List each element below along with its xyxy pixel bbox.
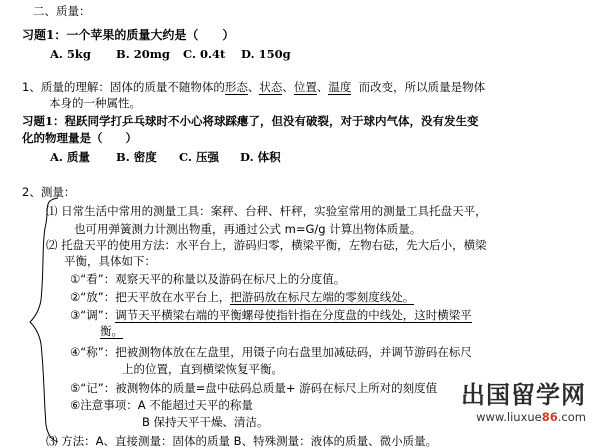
step-place [70,290,414,304]
option-c: C. 压强 [179,150,219,164]
step-notes-line1: ⑥注意事项：A 不能超过天平的称量 [70,398,253,412]
option-b: B. 密度 [116,150,157,164]
step-look: ①“看”：观察天平的称量以及游码在标尺上的分度值。 [70,272,346,286]
underlined-shape: 形态 [224,80,248,94]
option-a: A. 质量 [50,150,90,164]
step-record: ⑤“记”：被测物体的质量=盘中砝码总质量+ 游码在标尺上所对的刻度值 [70,381,438,395]
exercise-1-question: 习题1：一个苹果的质量大约是（ ） [22,28,235,42]
measure-item2-line2: 平衡，具体如下： [64,254,156,268]
step-weigh-line2: 上的位置，直到横梁恢复平衡。 [122,362,283,376]
step-adjust-c: 这时横梁平 [414,308,472,322]
exercise-2-line1: 习题1：程跃同学打乒乓球时不小心将球踩瘪了，但没有破裂，对于球内气体，没有发生变 [22,114,479,128]
measure-item3: ⑶ 方法：A、直接测量：固体的质量 B、特殊测量：液体的质量、微小质量。 [46,434,438,448]
exercise-2-line2: 化的物理量是（ ） [22,131,137,145]
option-b: B. 20mg [116,47,170,61]
step-place-b: 把游码放在标尺左端的零刻度线处。 [230,290,415,304]
section-heading-mass: 二、质量： [33,4,91,18]
measure-item1-line2: 也可用弹簧测力计测出物重，再通过公式 m=G/g 计算出物体质量。 [74,222,422,236]
measurement-heading: 2、测量： [22,185,76,199]
watermark-logo-text: 出国留学网 [461,381,586,409]
step-adjust [70,308,472,322]
option-d: D. 150g [241,47,291,61]
underlined-state: 状态 [259,80,283,94]
measure-item1-line1: ⑴ 日常生活中常用的测量工具：案秤、台秤、杆秤，实验室常用的测量工具托盘天平， [46,204,487,218]
understanding-prefix: 1、质量的理解： [22,80,110,94]
step-adjust-cont [100,324,123,338]
option-a: A. 5kg [50,47,91,61]
option-d: D. 体积 [240,150,281,164]
option-c: C. 0.4t [183,47,226,61]
step-weigh-line1: ④“称”：把被测物体放在左盘里，用镊子向右盘里加减砝码，并调节游码在标尺 [70,345,472,359]
measure-item2-line1: ⑵ 托盘天平的使用方法：水平台上，游码归零，横梁平衡，左物右砝，先大后小，横梁 [46,238,487,252]
understanding-desc-b: 而改变，所以质量是物体 [358,80,486,94]
watermark-url: www.liuxue86.com [476,410,586,424]
mass-understanding-line1: 1、质量的理解：固体的质量不随物体的形态、状态、位置、温度 而改变，所以质量是物体 [22,80,486,94]
underlined-position: 位置 [293,80,317,94]
mass-understanding-line2: 本身的一种属性。 [49,96,141,110]
step-adjust-b: 调节天平横梁右端的平衡螺母使指针指在分度盘的中线处， [115,308,415,322]
step-adjust-a: ③“调”： [70,308,116,322]
step-notes-line2: B 保持天平干燥、清洁。 [142,415,269,429]
watermark [461,375,586,424]
step-place-a: ②“放”：把天平放在水平台上， [70,290,231,304]
underlined-temperature: 温度 [328,80,352,94]
step-adjust-d: 衡。 [100,324,123,338]
understanding-desc-a: 固体的质量不随物体的 [109,80,225,94]
